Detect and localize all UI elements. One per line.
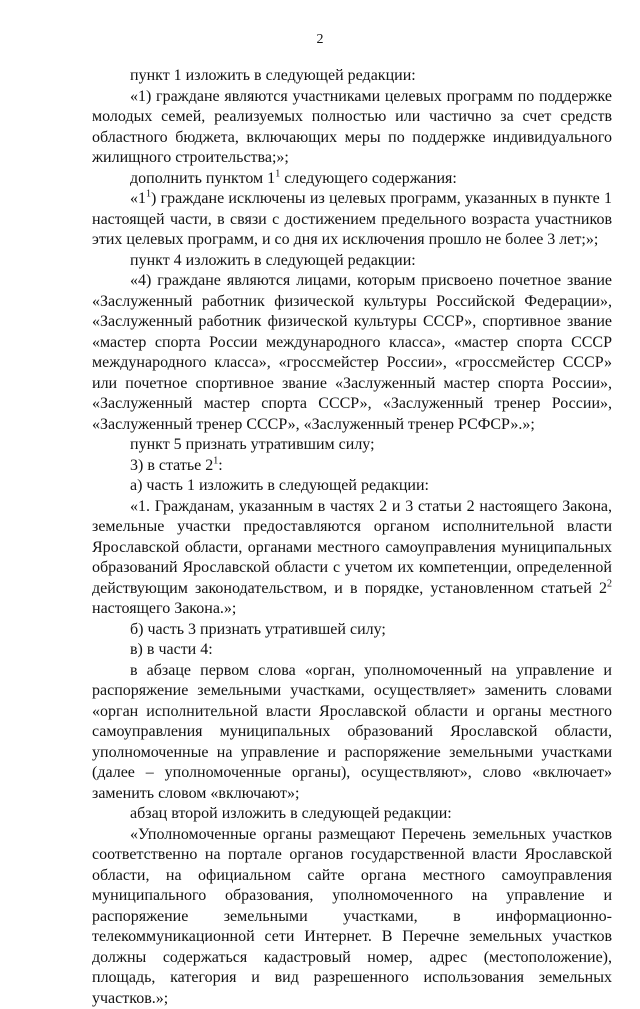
paragraph-text: пункт 1 изложить в следующей редакции: (130, 67, 416, 84)
superscript: 1 (275, 168, 280, 179)
paragraph (92, 825, 612, 1009)
paragraph-text: в абзаце первом слова «орган, уполномоченный на управление и распоряжение земельными участками, осуществляет» заменить словами «орган исполнительной власти Ярославской области и органы местного самоуправления муниципальных образований Ярославской области, уполномоченные на управление и распоряжение земельными участками (далее – уполномоченные органы), осуществляют», слово «включает» заменить словом «включают»; (92, 662, 612, 802)
paragraph-text: пункт 4 изложить в следующей редакции: (130, 252, 416, 269)
paragraph-text: «Уполномоченные органы размещают Перечень земельных участков соответственно на портале органов государственной власти Ярославской области, на официальном сайте органа местного самоуправления муниципального образования, уполномоченного на управление и распоряжение земельными участками, в информационно-телекоммуникационной сети Интернет. В Перечне земельных участков должны содержаться кадастровый номер, адрес (местоположение), площадь, категория и вид разрешенного использования земельных участков.»; (92, 826, 612, 1007)
paragraph-text-continued: настоящего Закона.»; (92, 600, 236, 617)
paragraph-text: «1 (130, 190, 146, 207)
superscript: 1 (213, 455, 218, 466)
paragraph (92, 620, 612, 641)
paragraph-text-continued: : (218, 457, 222, 474)
paragraph (92, 640, 612, 661)
page-number: 2 (0, 32, 640, 48)
paragraph-text: пункт 5 признать утратившим силу; (130, 436, 375, 453)
paragraph-text-continued: следующего содержания: (280, 170, 457, 187)
paragraph-text: в) в части 4: (130, 641, 213, 658)
paragraph-text: абзац второй изложить в следующей редакции: (130, 805, 452, 822)
paragraph (92, 456, 612, 477)
paragraph (92, 189, 612, 251)
paragraph (92, 661, 612, 805)
paragraph-text-continued: ) граждане исключены из целевых программ, указанных в пункте 1 настоящей части, в связи с достижением предельного возраста участников этих целевых программ, и со дня их исключения прошло не более 3 лет;»; (92, 190, 612, 248)
paragraph-text: 3) в статье 2 (130, 457, 213, 474)
superscript: 1 (146, 189, 151, 200)
paragraph-text: «1) граждане являются участниками целевых программ по поддержке молодых семей, реализуемых полностью или частично за счет средств областного бюджета, включающих меры по поддержке индивидуального жилищного строительства;»; (92, 88, 612, 167)
paragraph-text: б) часть 3 признать утратившей силу; (130, 621, 386, 638)
paragraph-text: дополнить пунктом 1 (130, 170, 275, 187)
paragraph-text: «1. Гражданам, указанным в частях 2 и 3 статьи 2 настоящего Закона, земельные участки предоставляются органом исполнительной власти Ярославской области, органами местного самоуправления муниципальных образований Ярославской области с учетом их компетенции, определенной действующим законодательством, и в порядке, установленном статьей 2 (92, 498, 612, 597)
paragraph (92, 271, 612, 435)
superscript: 2 (607, 578, 612, 589)
paragraph (92, 251, 612, 272)
paragraph (92, 497, 612, 620)
paragraph (92, 87, 612, 169)
paragraph (92, 66, 612, 87)
document-body (92, 66, 612, 1009)
paragraph-text: «4) граждане являются лицами, которым присвоено почетное звание «Заслуженный работник физической культуры Российской Федерации», «Заслуженный работник физической культуры СССР», спортивное звание «мастер спорта России международного класса», «мастер спорта СССР международного класса», «гроссмейстер России», «гроссмейстер СССР» или почетное спортивное звание «Заслуженный мастер спорта России», «Заслуженный мастер спорта СССР», «Заслуженный тренер России», «Заслуженный тренер СССР», «Заслуженный тренер РСФСР».»; (92, 272, 612, 433)
paragraph (92, 169, 612, 190)
paragraph (92, 435, 612, 456)
paragraph (92, 476, 612, 497)
paragraph (92, 804, 612, 825)
paragraph-text: а) часть 1 изложить в следующей редакции: (130, 477, 429, 494)
